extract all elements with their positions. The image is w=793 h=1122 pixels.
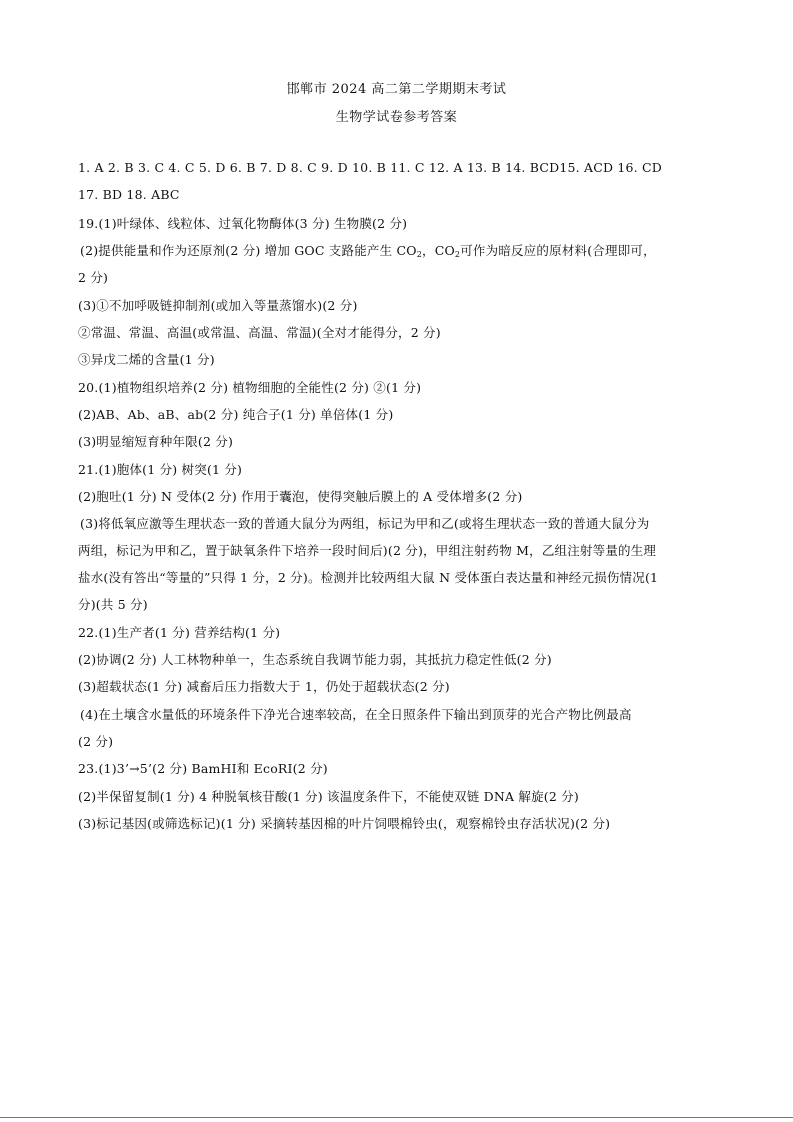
page-bottom-divider xyxy=(0,1117,793,1118)
q20-part1: 20.(1)植物组织培养(2 分) 植物细胞的全能性(2 分) ②(1 分) xyxy=(78,380,422,395)
q22-part1: 22.(1)生产者(1 分) 营养结构(1 分) xyxy=(78,625,281,640)
q19-part3-line1: (3)①不加呼吸链抑制剂(或加入等量蒸馏水)(2 分) xyxy=(78,298,358,313)
q19-part3-line2: ②常温、常温、高温(或常温、高温、常温)(全对才能得分，2 分) xyxy=(78,325,441,340)
q21-part3-line2: 两组，标记为甲和乙，置于缺氧条件下培养一段时间后)(2 分)，甲组注射药物 M，乙组注射等量的生理 xyxy=(78,543,657,558)
document-subtitle: 生物学试卷参考答案 xyxy=(335,110,458,125)
q21-part3-line4: 分)(共 5 分) xyxy=(78,597,148,612)
q22-part4-line2: (2 分) xyxy=(78,734,114,749)
q21-part1: 21.(1)胞体(1 分) 树突(1 分) xyxy=(78,462,243,477)
q23-part2: (2)半保留复制(1 分) 4 种脱氧核苷酸(1 分) 该温度条件下，不能使双链 DNA 解旋(2 分) xyxy=(78,789,579,804)
q21-part2: (2)胞吐(1 分) N 受体(2 分) 作用于囊泡，使得突触后膜上的 A 受体增多(2 分) xyxy=(78,489,523,504)
q23-part3: (3)标记基因(或筛选标记)(1 分) 采摘转基因棉的叶片饲喂棉铃虫(，观察棉铃虫存活状况)(2 分) xyxy=(78,816,611,831)
co2-subscript-1: 2 xyxy=(416,250,422,259)
q22-part2: (2)协调(2 分) 人工林物种单一，生态系统自我调节能力弱，其抵抗力稳定性低(2 分) xyxy=(78,652,552,667)
q21-part3-line1: (3)将低氧应激等生理状态一致的普通大鼠分为两组，标记为甲和乙(或将生理状态一致的普通大鼠分为 xyxy=(80,516,650,531)
q23-part1: 23.(1)3’→5’(2 分) BamHⅠ和 EcoRⅠ(2 分) xyxy=(78,761,328,776)
q22-part4-line1: (4)在土壤含水量低的环境条件下净光合速率较高，在全日照条件下输出到顶芽的光合产物比例最高 xyxy=(80,707,632,722)
q19-part1: 19.(1)叶绿体、线粒体、过氧化物酶体(3 分) 生物膜(2 分) xyxy=(78,216,408,231)
q20-part3: (3)明显缩短育种年限(2 分) xyxy=(78,434,234,449)
q19-part3-line3: ③异戊二烯的含量(1 分) xyxy=(78,352,215,367)
mc-answers-line-1: 1. A 2. B 3. C 4. C 5. D 6. B 7. D 8. C 9. D 10. B 11. C 12. A 13. B 14. BCD15. ACD 16. CD xyxy=(78,160,663,175)
q19-part2-text-a: (2)提供能量和作为还原剂(2 分) 增加 GOC 支路能产生 CO xyxy=(80,243,417,258)
mc-answers-line-2: 17. BD 18. ABC xyxy=(78,187,180,202)
q19-part2-text-b: ，CO xyxy=(422,243,455,258)
q19-part2-line1 xyxy=(80,241,730,259)
exam-title: 邯郸市 2024 高二第二学期期末考试 xyxy=(286,82,507,97)
q19-part2-text-c: 可作为暗反应的原材料(合理即可， xyxy=(460,243,656,258)
co2-subscript-2: 2 xyxy=(454,250,461,259)
q21-part3-line3: 盐水(没有答出“等量的”只得 1 分，2 分)。检测并比较两组大鼠 N 受体蛋白表达量和神经元损伤情况(1 xyxy=(78,570,659,585)
q19-part2-line2: 2 分) xyxy=(78,270,109,285)
q22-part3: (3)超载状态(1 分) 减畜后压力指数大于 1，仍处于超载状态(2 分) xyxy=(78,679,450,694)
q20-part2: (2)AB、Ab、aB、ab(2 分) 纯合子(1 分) 单倍体(1 分) xyxy=(78,407,394,422)
